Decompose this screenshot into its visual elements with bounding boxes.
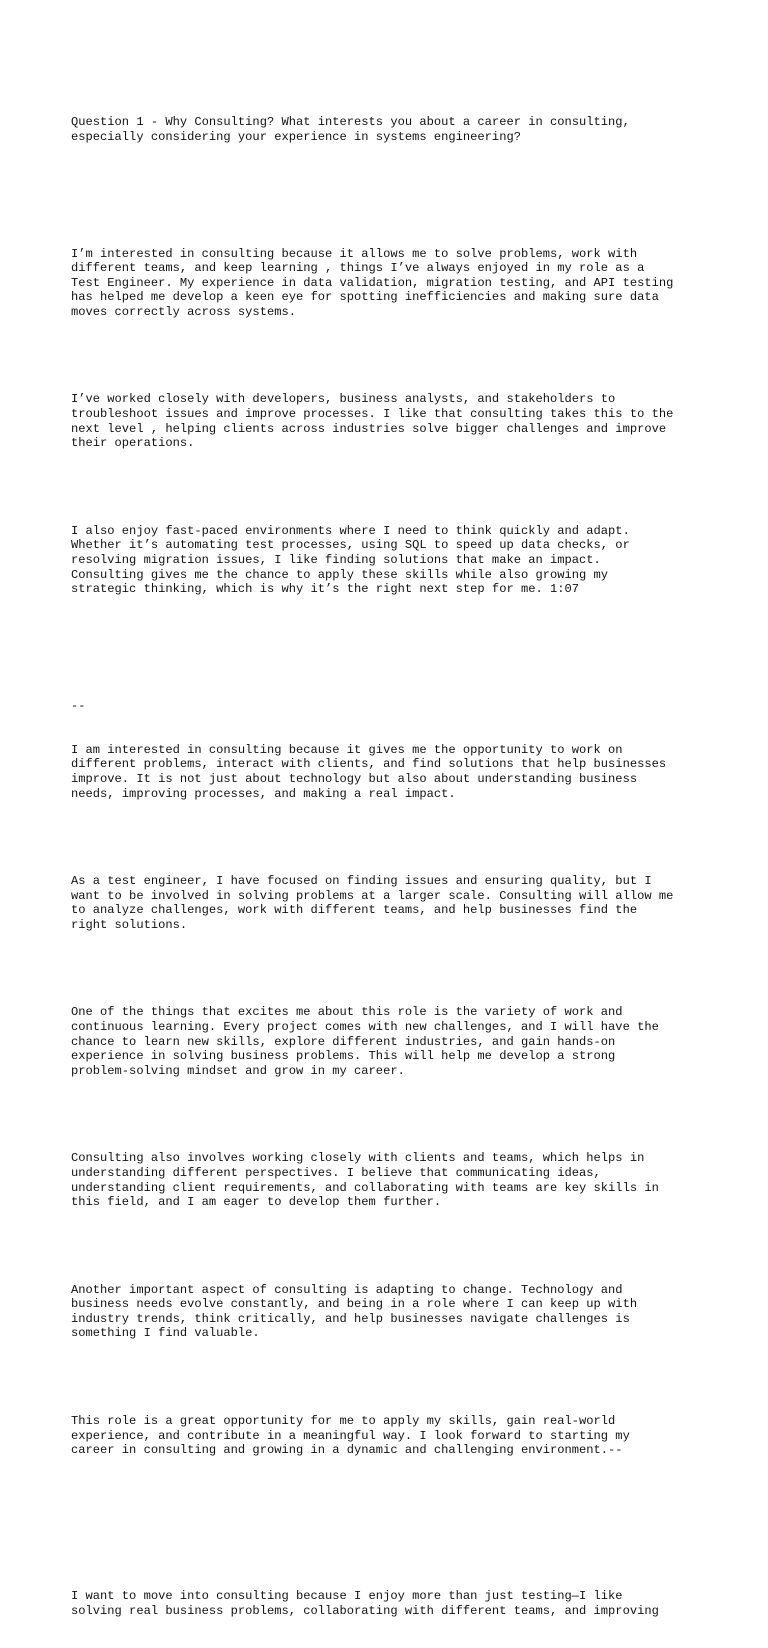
answer2-paragraph-1: I am interested in consulting because it gives me the opportunity to work on different problems, interact with clients, and find solutions that help businesses improve. It is not just about technology but also about understanding business needs, improving processes, and making a real impact.: [71, 742, 667, 801]
document-body: [71, 86, 711, 1648]
answer1-paragraph-3: I also enjoy fast-paced environments where I need to think quickly and adapt. Whether it’s automating test processes, using SQL to speed up data checks, or resolving migration issues, I like finding solutions that make an impact. Consulting gives me the chance to apply these skills while also growing my strategic thinking, which is why it’s the right next step for me. 1:07: [71, 523, 630, 597]
answer2-paragraph-4: Consulting also involves working closely with clients and teams, which helps in understanding different perspectives. I believe that communicating ideas, understanding client requirements, and collaborating with teams are key skills in this field, and I am eager to develop them further.: [71, 1151, 659, 1210]
separator: --: [71, 698, 86, 713]
question-heading: Question 1 - Why Consulting? What interests you about a career in consulting, especially considering your experience in systems engineering?: [71, 115, 630, 144]
answer2-paragraph-3: One of the things that excites me about this role is the variety of work and continuous learning. Every project comes with new challenges, and I will have the chance to learn new skills, explore different industries, and gain hands-on experience in solving business problems. This will help me develop a strong problem-solving mindset and grow in my career.: [71, 1005, 659, 1078]
answer1-paragraph-2: I’ve worked closely with developers, business analysts, and stakeholders to troubleshoot issues and improve processes. I like that consulting takes this to the next level , helping clients across industries solve bigger challenges and improve their operations.: [71, 392, 674, 451]
answer1-paragraph-1: I’m interested in consulting because it allows me to solve problems, work with different teams, and keep learning , things I’ve always enjoyed in my role as a Test Engineer. My experience in data validation, migration testing, and API testing has helped me develop a keen eye for spotting inefficiencies and making sure data moves correctly across systems.: [71, 246, 674, 319]
answer3-paragraph-1: I want to move into consulting because I enjoy more than just testing—I like solving real business problems, collaborating with different teams, and improving: [71, 1589, 659, 1618]
answer2-paragraph-6: This role is a great opportunity for me to apply my skills, gain real-world experience, and contribute in a meaningful way. I look forward to starting my career in consulting and growing in a dynamic and challenging environment.--: [71, 1414, 630, 1458]
answer2-paragraph-5: Another important aspect of consulting is adapting to change. Technology and business needs evolve constantly, and being in a role where I can keep up with industry trends, think critically, and help businesses navigate challenges is something I find valuable.: [71, 1282, 638, 1341]
answer2-paragraph-2: As a test engineer, I have focused on finding issues and ensuring quality, but I want to be involved in solving problems at a larger scale. Consulting will allow me to analyze challenges, work with different teams, and help businesses find the right solutions.: [71, 874, 674, 932]
